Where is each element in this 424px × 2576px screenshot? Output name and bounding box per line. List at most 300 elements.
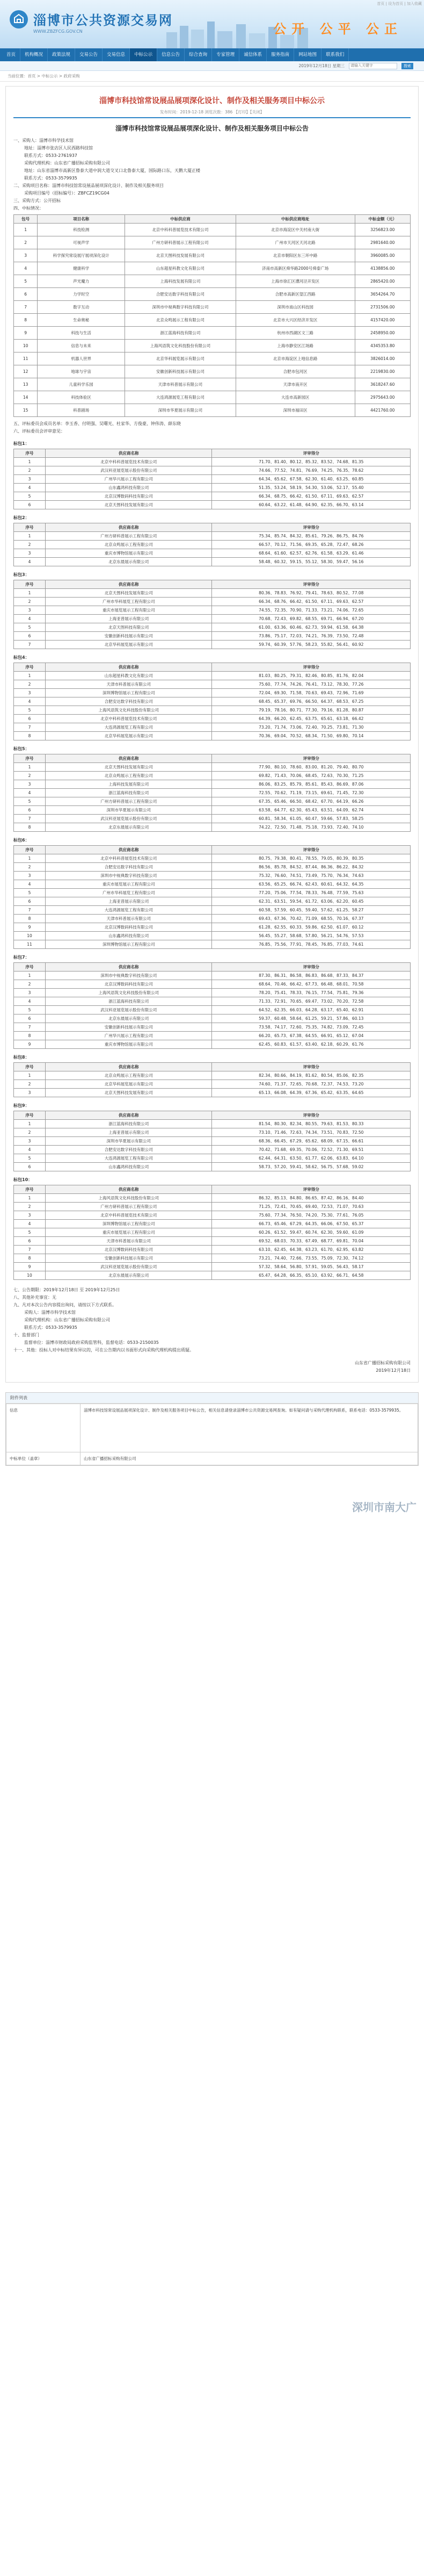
table-header: 序号 xyxy=(14,846,46,854)
table-cell: 济南市高新区舜华路2000号舜泰广场 xyxy=(236,262,355,275)
intro-line: 地址：淄博市张店区人民西路科技馆 xyxy=(24,146,93,150)
table-cell: 天津市科普展示有限公司 xyxy=(46,1237,212,1246)
table-cell: 5 xyxy=(14,623,46,632)
table-cell: 4345353.80 xyxy=(355,340,411,352)
table-cell: 地球与宇宙 xyxy=(38,365,125,378)
table-cell: 77.90、80.10、78.60、83.00、81.20、79.40、80.70 xyxy=(212,763,411,772)
table-cell: 2 xyxy=(14,1080,46,1089)
table-cell: 68.64、61.60、62.57、62.76、61.58、63.29、61.46 xyxy=(212,549,411,558)
table-cell: 6 xyxy=(14,897,46,906)
table-row xyxy=(14,1163,411,1171)
table-cell: 广州华兴展示工程有限公司 xyxy=(46,1032,212,1040)
table-row xyxy=(14,458,411,466)
table-cell: 广州华兴展示工程有限公司 xyxy=(46,475,212,484)
table-row xyxy=(14,632,411,641)
table-cell: 87.30、86.31、86.58、86.83、86.68、87.33、84.37 xyxy=(212,972,411,980)
package-label: 标包3： xyxy=(13,572,30,577)
table-row xyxy=(14,288,411,301)
table-cell: 北京华科展览展示有限公司 xyxy=(46,641,212,649)
table-cell: 79.19、78.16、80.71、77.30、79.16、81.28、80.87 xyxy=(212,706,411,715)
evaluation-table xyxy=(13,845,411,949)
table-cell: 1 xyxy=(14,1120,46,1128)
table-row xyxy=(14,1089,411,1097)
table-cell: 深圳市福田区 xyxy=(236,404,355,417)
package-label: 标包7： xyxy=(13,955,30,960)
table-cell: 73.86、75.17、72.03、74.21、76.39、73.50、72.48 xyxy=(212,632,411,641)
table-header: 评审得分 xyxy=(212,580,411,589)
table-row xyxy=(14,806,411,815)
table-cell: 64.39、66.20、62.45、63.75、65.61、63.18、66.42 xyxy=(212,715,411,723)
table-cell: 13 xyxy=(14,378,38,391)
closing-line: 九、凡对本次公告内容提出询问，请按以下方式联系。 xyxy=(13,1303,116,1307)
table-cell: 63.56、65.25、66.74、62.43、60.61、64.32、64.35 xyxy=(212,880,411,889)
table-cell: 66.34、68.75、66.42、61.50、67.11、69.63、62.57 xyxy=(212,492,411,501)
table-row xyxy=(14,301,411,314)
table-cell: 4 xyxy=(14,997,46,1006)
nav-item[interactable]: 交易公告 xyxy=(75,48,103,61)
table-cell: 68.64、70.46、66.42、67.73、66.48、68.01、70.58 xyxy=(212,980,411,989)
table-row xyxy=(14,823,411,832)
nav-item[interactable]: 诚信体系 xyxy=(239,48,267,61)
attachment-title: 附件列表 xyxy=(6,1393,418,1404)
table-cell: 深圳博物馆展示工程有限公司 xyxy=(46,689,212,697)
table-row xyxy=(14,549,411,558)
table-cell: 北京华科展览展示有限公司 xyxy=(125,352,236,365)
search-input[interactable] xyxy=(349,63,397,69)
nav-item[interactable]: 综合查询 xyxy=(185,48,212,61)
table-cell: 深圳市华夏展示有限公司 xyxy=(125,404,236,417)
package-label: 标包4： xyxy=(13,655,30,660)
table-header: 评审得分 xyxy=(212,846,411,854)
main-nav xyxy=(0,48,424,61)
table-header: 评审得分 xyxy=(212,963,411,972)
closing-section xyxy=(13,1286,411,1354)
table-cell: 北京汉博数码科技有限公司 xyxy=(46,492,212,501)
table-cell: 上海亚普展示有限公司 xyxy=(46,1128,212,1137)
table-cell: 3 xyxy=(14,1211,46,1220)
table-cell: 2865420.00 xyxy=(355,275,411,288)
table-cell: 数字互动 xyxy=(38,301,125,314)
table-cell: 4 xyxy=(14,697,46,706)
table-cell: 3826014.00 xyxy=(355,352,411,365)
table-cell: 健康科学 xyxy=(38,262,125,275)
table-cell: 北京中科科普展览技术有限公司 xyxy=(46,715,212,723)
table-cell: 重庆市博物馆展示有限公司 xyxy=(46,1040,212,1049)
table-cell: 声光魔力 xyxy=(38,275,125,288)
evaluation-table xyxy=(13,580,411,649)
table-row xyxy=(14,1237,411,1246)
table-row xyxy=(14,854,411,863)
table-row xyxy=(14,863,411,872)
table-row xyxy=(14,872,411,880)
table-cell: 1 xyxy=(14,763,46,772)
table-header: 供应商名称 xyxy=(46,1111,212,1120)
table-cell: 2 xyxy=(14,1128,46,1137)
article xyxy=(5,86,419,1383)
logo-emblem-icon xyxy=(10,10,28,28)
table-row xyxy=(14,1040,411,1049)
table-cell: 北京华科展览展示有限公司 xyxy=(46,1080,212,1089)
table-header: 供应商名称 xyxy=(46,449,212,458)
table-cell: 73.10、71.46、72.63、74.34、73.51、70.83、72.50 xyxy=(212,1128,411,1137)
table-row xyxy=(14,940,411,949)
table-cell: 科学探究常设展厅展项深化设计 xyxy=(38,249,125,262)
table-cell: 66.57、70.12、71.56、69.35、65.28、72.47、68.26 xyxy=(212,541,411,549)
table-header: 供应商名称 xyxy=(46,580,212,589)
table-cell: 66.20、65.73、67.38、64.55、66.91、65.12、67.04 xyxy=(212,1032,411,1040)
table-cell: 8 xyxy=(14,314,38,327)
table-cell: 64.52、62.35、66.03、64.28、63.17、65.40、62.91 xyxy=(212,1006,411,1014)
table-cell: 86.32、85.13、84.80、86.65、87.42、86.16、84.40 xyxy=(212,1194,411,1203)
table-cell: 56.45、55.27、58.68、57.80、56.21、54.76、57.53 xyxy=(212,932,411,940)
table-cell: 8 xyxy=(14,823,46,832)
table-cell: 上海风语筑文化科技股份有限公司 xyxy=(125,340,236,352)
table-cell: 上海亚普展示有限公司 xyxy=(46,615,212,623)
table-row xyxy=(14,1263,411,1271)
current-date: 2019年12月18日 星期三 xyxy=(298,63,345,68)
table-row xyxy=(14,923,411,932)
table-header: 供应商名称 xyxy=(46,754,212,763)
attachment-row xyxy=(6,1404,418,1452)
table-header: 评审得分 xyxy=(212,1063,411,1071)
table-cell: 武汉科亚展览展示股份有限公司 xyxy=(46,1006,212,1014)
nav-item[interactable]: 专家管理 xyxy=(212,48,239,61)
table-cell: 58.73、57.20、59.41、58.62、56.75、57.68、59.02 xyxy=(212,1163,411,1171)
table-row xyxy=(14,715,411,723)
table-header: 评审得分 xyxy=(212,754,411,763)
table-cell: 5 xyxy=(14,1228,46,1237)
table-row xyxy=(14,558,411,566)
table-cell: 科技检测 xyxy=(38,224,125,236)
watermark-text: 深圳市南大广 xyxy=(352,1501,416,1514)
table-row xyxy=(14,932,411,940)
table-cell: 3 xyxy=(14,689,46,697)
nav-item[interactable]: 首页 xyxy=(2,48,20,61)
closing-line: 监督单位：淄博市财政局政府采购监管科，监督电话：0533-2150035 xyxy=(24,1340,159,1345)
table-cell: 山东鑫鸿科技有限公司 xyxy=(46,484,212,492)
page-bottom xyxy=(0,1466,424,1520)
intro-line: 地址：山东省淄博市高新区鲁泰大道中润大道交叉口北鲁泰大厦，国际路口东，天鹅大厦正楼 xyxy=(24,168,200,173)
table-cell: 北京市朝阳区东三环中路 xyxy=(236,249,355,262)
table-cell: 山东超星科教文化有限公司 xyxy=(46,672,212,680)
table-cell: 大连鸿源展览工程有限公司 xyxy=(46,1154,212,1163)
table-cell: 3618247.60 xyxy=(355,378,411,391)
table-cell: 北京天图科技发展有限公司 xyxy=(46,1089,212,1097)
table-cell: 59.37、60.48、58.64、61.25、59.21、57.86、60.13 xyxy=(212,1014,411,1023)
table-cell: 62.45、60.83、61.57、63.40、62.18、60.29、61.76 xyxy=(212,1040,411,1049)
table-header: 包号 xyxy=(14,215,38,224)
table-cell: 8 xyxy=(14,1032,46,1040)
intro-line: 联系方式：0533-3579935 xyxy=(24,176,77,181)
table-cell: 4 xyxy=(14,1146,46,1154)
title-divider xyxy=(13,117,411,118)
table-row xyxy=(14,1032,411,1040)
table-cell: 1 xyxy=(14,1194,46,1203)
table-cell: 杭州市西湖区文三路 xyxy=(236,327,355,340)
table-cell: 北京东晨展示有限公司 xyxy=(46,1271,212,1280)
table-row xyxy=(14,906,411,915)
table-cell: 76.85、75.56、77.91、78.45、76.85、77.03、74.61 xyxy=(212,940,411,949)
table-cell: 6 xyxy=(14,1237,46,1246)
table-cell: 60.26、61.52、59.47、60.74、62.30、59.60、61.09 xyxy=(212,1228,411,1237)
table-cell: 深圳市中视典数字科技有限公司 xyxy=(125,301,236,314)
table-cell: 8 xyxy=(14,732,46,740)
table-row xyxy=(14,797,411,806)
table-row xyxy=(14,532,411,541)
intro-section xyxy=(13,137,411,212)
table-row xyxy=(14,224,411,236)
table-cell: 86.56、85.78、84.52、87.44、86.36、86.22、84.32 xyxy=(212,863,411,872)
table-cell: 6 xyxy=(14,715,46,723)
table-cell: 63.10、62.45、64.38、63.23、61.70、62.95、63.82 xyxy=(212,1246,411,1254)
table-cell: 深圳市中视典数字科技有限公司 xyxy=(46,872,212,880)
table-cell: 7 xyxy=(14,1023,46,1032)
table-cell: 9 xyxy=(14,1040,46,1049)
table-cell: 3256823.00 xyxy=(355,224,411,236)
table-cell: 武汉科亚展览展示股份有限公司 xyxy=(46,815,212,823)
attachment-row xyxy=(6,1452,418,1465)
table-row xyxy=(14,1154,411,1163)
table-cell: 重庆市博物馆展示有限公司 xyxy=(46,549,212,558)
table-cell: 69.82、71.43、70.06、68.45、72.63、70.30、71.25 xyxy=(212,772,411,780)
table-cell: 4 xyxy=(14,880,46,889)
table-cell: 2 xyxy=(14,598,46,606)
table-row xyxy=(14,275,411,288)
table-row xyxy=(14,1006,411,1014)
table-cell: 合肥安达数字科技有限公司 xyxy=(46,697,212,706)
table-cell: 4 xyxy=(14,1220,46,1228)
table-header: 序号 xyxy=(14,1185,46,1194)
table-row xyxy=(14,989,411,997)
table-cell: 3 xyxy=(14,989,46,997)
table-cell: 5 xyxy=(14,1154,46,1163)
table-cell: 3 xyxy=(14,249,38,262)
site-logo[interactable] xyxy=(10,10,173,28)
intro-line: 采购代理机构：山东省广播招标采购有限公司 xyxy=(24,161,110,166)
table-row xyxy=(14,889,411,897)
site-slogan: 公开 公平 公正 xyxy=(273,21,403,37)
table-cell: 北京众鸣展示工程有限公司 xyxy=(125,314,236,327)
table-cell: 信息与未来 xyxy=(38,340,125,352)
table-row xyxy=(14,262,411,275)
table-cell: 广州市华科展览工程有限公司 xyxy=(46,889,212,897)
table-cell: 北京汉博数码科技有限公司 xyxy=(46,1246,212,1254)
table-cell: 安徽创新科技展示有限公司 xyxy=(46,632,212,641)
table-cell: 上海市徐汇区漕河泾开发区 xyxy=(236,275,355,288)
table-cell: 6 xyxy=(14,806,46,815)
table-cell: 51.35、53.24、58.19、54.30、53.06、52.17、55.40 xyxy=(212,484,411,492)
search-button[interactable]: 搜索 xyxy=(401,63,413,69)
table-row xyxy=(14,815,411,823)
table-header: 中标供应商地址 xyxy=(236,215,355,224)
table-cell: 5 xyxy=(14,797,46,806)
table-cell: 上海亚普展示有限公司 xyxy=(46,897,212,906)
table-row xyxy=(14,1254,411,1263)
table-cell: 北京汉博数码科技有限公司 xyxy=(46,980,212,989)
table-row xyxy=(14,1137,411,1146)
table-header: 序号 xyxy=(14,663,46,672)
table-row xyxy=(14,1228,411,1237)
table-cell: 68.45、65.37、69.76、66.50、64.37、68.53、67.25 xyxy=(212,697,411,706)
table-cell: 重庆市展览展示工程有限公司 xyxy=(46,880,212,889)
table-cell: 武汉科亚展览展示股份有限公司 xyxy=(46,466,212,475)
table-cell: 80.75、79.38、80.41、78.55、79.05、80.39、80.35 xyxy=(212,854,411,863)
table-cell: 71.25、72.41、70.65、69.40、72.53、71.07、70.63 xyxy=(212,1203,411,1211)
table-cell: 80.36、78.83、76.92、79.41、78.63、80.52、77.08 xyxy=(212,589,411,598)
table-row xyxy=(14,492,411,501)
table-cell: 安徽创新科技展示有限公司 xyxy=(46,1023,212,1032)
table-cell: 2981640.00 xyxy=(355,236,411,249)
table-cell: 2 xyxy=(14,772,46,780)
table-cell: 2458950.00 xyxy=(355,327,411,340)
nav-item[interactable]: 中标公示 xyxy=(130,48,157,61)
signature-org: 山东省广播招标采购有限公司 xyxy=(355,1361,411,1365)
nav-item[interactable]: 信息公告 xyxy=(157,48,185,61)
table-cell: 73.58、74.17、72.60、75.35、74.82、73.09、72.45 xyxy=(212,1023,411,1032)
table-row xyxy=(14,697,411,706)
table-cell: 天津市科普展示有限公司 xyxy=(46,915,212,923)
package-label: 标包10： xyxy=(13,1177,33,1182)
table-row xyxy=(14,327,411,340)
table-row xyxy=(14,1120,411,1128)
table-cell: 广州方研科普展示工程有限公司 xyxy=(125,236,236,249)
table-row xyxy=(14,589,411,598)
award-table xyxy=(13,214,411,417)
table-cell: 5 xyxy=(14,1006,46,1014)
table-cell: 5 xyxy=(14,706,46,715)
table-cell: 75.32、76.60、74.51、73.49、75.70、76.34、74.63 xyxy=(212,872,411,880)
nav-item[interactable]: 政策法规 xyxy=(48,48,75,61)
table-cell: 3 xyxy=(14,549,46,558)
table-row xyxy=(14,466,411,475)
table-cell: 1 xyxy=(14,532,46,541)
table-cell: 浙江蓝海科技有限公司 xyxy=(125,327,236,340)
table-cell: 大连鸿源展览工程有限公司 xyxy=(125,391,236,404)
signature-date: 2019年12月18日 xyxy=(376,1368,411,1373)
table-cell: 6 xyxy=(14,501,46,509)
table-cell: 上海市静安区江场路 xyxy=(236,340,355,352)
table-cell: 10 xyxy=(14,340,38,352)
table-row xyxy=(14,780,411,789)
table-cell: 上海风语筑文化科技股份有限公司 xyxy=(46,706,212,715)
table-row xyxy=(14,475,411,484)
table-cell: 3 xyxy=(14,606,46,615)
table-cell: 6 xyxy=(14,632,46,641)
table-cell: 60.64、63.22、61.48、64.90、62.35、66.70、63.14 xyxy=(212,501,411,509)
table-row xyxy=(14,763,411,772)
table-cell: 1 xyxy=(14,672,46,680)
attachment-box xyxy=(5,1392,419,1466)
table-row xyxy=(14,391,411,404)
table-cell: 大连鸿源展览工程有限公司 xyxy=(46,906,212,915)
table-header: 中标金额（元） xyxy=(355,215,411,224)
table-row xyxy=(14,314,411,327)
table-cell: 2 xyxy=(14,541,46,549)
table-cell: 力学时空 xyxy=(38,288,125,301)
table-cell: 1 xyxy=(14,589,46,598)
table-cell: 8 xyxy=(14,1254,46,1263)
table-cell: 7 xyxy=(14,1246,46,1254)
table-cell: 81.54、80.30、82.34、80.55、79.63、81.53、80.33 xyxy=(212,1120,411,1128)
table-cell: 7 xyxy=(14,641,46,649)
table-row xyxy=(14,1211,411,1220)
table-cell: 75.60、77.34、76.50、74.20、75.30、77.61、76.05 xyxy=(212,1211,411,1220)
site-header xyxy=(0,0,424,48)
table-row xyxy=(14,880,411,889)
table-cell: 3 xyxy=(14,1089,46,1097)
table-cell: 86.06、83.25、85.79、85.61、85.43、86.69、87.06 xyxy=(212,780,411,789)
table-cell: 大连鸿源展览工程有限公司 xyxy=(46,723,212,732)
evaluation-table xyxy=(13,1062,411,1097)
table-row xyxy=(14,1246,411,1254)
table-header: 供应商名称 xyxy=(46,1063,212,1071)
table-cell: 安徽创新科技展示有限公司 xyxy=(46,1254,212,1263)
table-cell: 1 xyxy=(14,1071,46,1080)
top-links[interactable]: 首页 | 设为首页 | 加入收藏 xyxy=(377,2,422,6)
table-cell: 60.81、58.34、61.05、60.47、59.66、57.83、58.25 xyxy=(212,815,411,823)
closing-line: 七、公告期限：2019年12月18日 至 2019年12月25日 xyxy=(13,1287,120,1292)
table-cell: 上海科技发展有限公司 xyxy=(46,780,212,789)
table-cell: 7 xyxy=(14,815,46,823)
evaluation-committee: 五、评标委员会成员名单：李玉香、付明强、吴曙光、杜家华、方俊豪、钟伟涛、薛东晓 xyxy=(13,421,181,426)
table-cell: 1 xyxy=(14,854,46,863)
table-header: 供应商名称 xyxy=(46,523,212,532)
table-cell: 广州市华科展览工程有限公司 xyxy=(46,598,212,606)
evaluation-table xyxy=(13,962,411,1049)
table-cell: 山东超星科教文化有限公司 xyxy=(125,262,236,275)
table-cell: 67.35、65.46、66.50、68.42、67.70、64.19、66.26 xyxy=(212,797,411,806)
breadcrumb: 当前位置：首页 > 中标公示 > 政府采购 xyxy=(0,71,424,82)
table-cell: 合肥市高新区望江西路 xyxy=(236,288,355,301)
table-row xyxy=(14,1203,411,1211)
table-cell: 大连市高新园区 xyxy=(236,391,355,404)
table-cell: 生命奥秘 xyxy=(38,314,125,327)
table-row xyxy=(14,915,411,923)
nav-item[interactable]: 网站地图 xyxy=(294,48,321,61)
table-cell: 1 xyxy=(14,224,38,236)
table-cell: 4138856.00 xyxy=(355,262,411,275)
page-title: 淄博市科技馆常设展品展项深化设计、制作及相关服务项目中标公示 xyxy=(99,97,325,105)
table-cell: 重庆市展览展示工程有限公司 xyxy=(46,606,212,615)
table-cell: 75.34、85.74、84.32、85.61、79.26、86.75、84.76 xyxy=(212,532,411,541)
table-cell: 69.43、67.36、70.42、71.09、68.55、70.16、67.37 xyxy=(212,915,411,923)
table-cell: 9 xyxy=(14,327,38,340)
table-cell: 81.03、80.25、79.31、82.46、80.85、81.76、82.04 xyxy=(212,672,411,680)
table-cell: 浙江蓝海科技有限公司 xyxy=(46,1120,212,1128)
table-cell: 北京东晨展示有限公司 xyxy=(46,558,212,566)
nav-item[interactable]: 机构概况 xyxy=(20,48,48,61)
table-cell: 72.04、69.30、71.58、70.63、69.43、72.96、71.69 xyxy=(212,689,411,697)
table-cell: 74.55、72.35、70.90、71.33、73.21、74.06、72.65 xyxy=(212,606,411,615)
table-cell: 2 xyxy=(14,466,46,475)
table-cell: 2 xyxy=(14,1203,46,1211)
nav-item[interactable]: 联系我们 xyxy=(321,48,349,61)
table-cell: 2219830.00 xyxy=(355,365,411,378)
table-cell: 74.22、72.50、71.48、75.18、73.93、72.40、74.10 xyxy=(212,823,411,832)
table-cell: 74.60、71.37、72.65、70.68、72.37、74.53、73.20 xyxy=(212,1080,411,1089)
table-header: 评审得分 xyxy=(212,663,411,672)
package-label: 标包5： xyxy=(13,746,30,751)
table-cell: 合肥安达数字科技有限公司 xyxy=(46,863,212,872)
nav-item[interactable]: 交易信息 xyxy=(103,48,130,61)
table-row xyxy=(14,1023,411,1032)
table-cell: 深圳市华夏展示有限公司 xyxy=(46,1137,212,1146)
nav-item[interactable]: 服务指南 xyxy=(267,48,294,61)
table-cell: 合肥安达数字科技有限公司 xyxy=(46,1146,212,1154)
table-cell: 北京天图科技有限公司 xyxy=(46,623,212,632)
package-label: 标包9： xyxy=(13,1103,30,1108)
table-cell: 6 xyxy=(14,288,38,301)
